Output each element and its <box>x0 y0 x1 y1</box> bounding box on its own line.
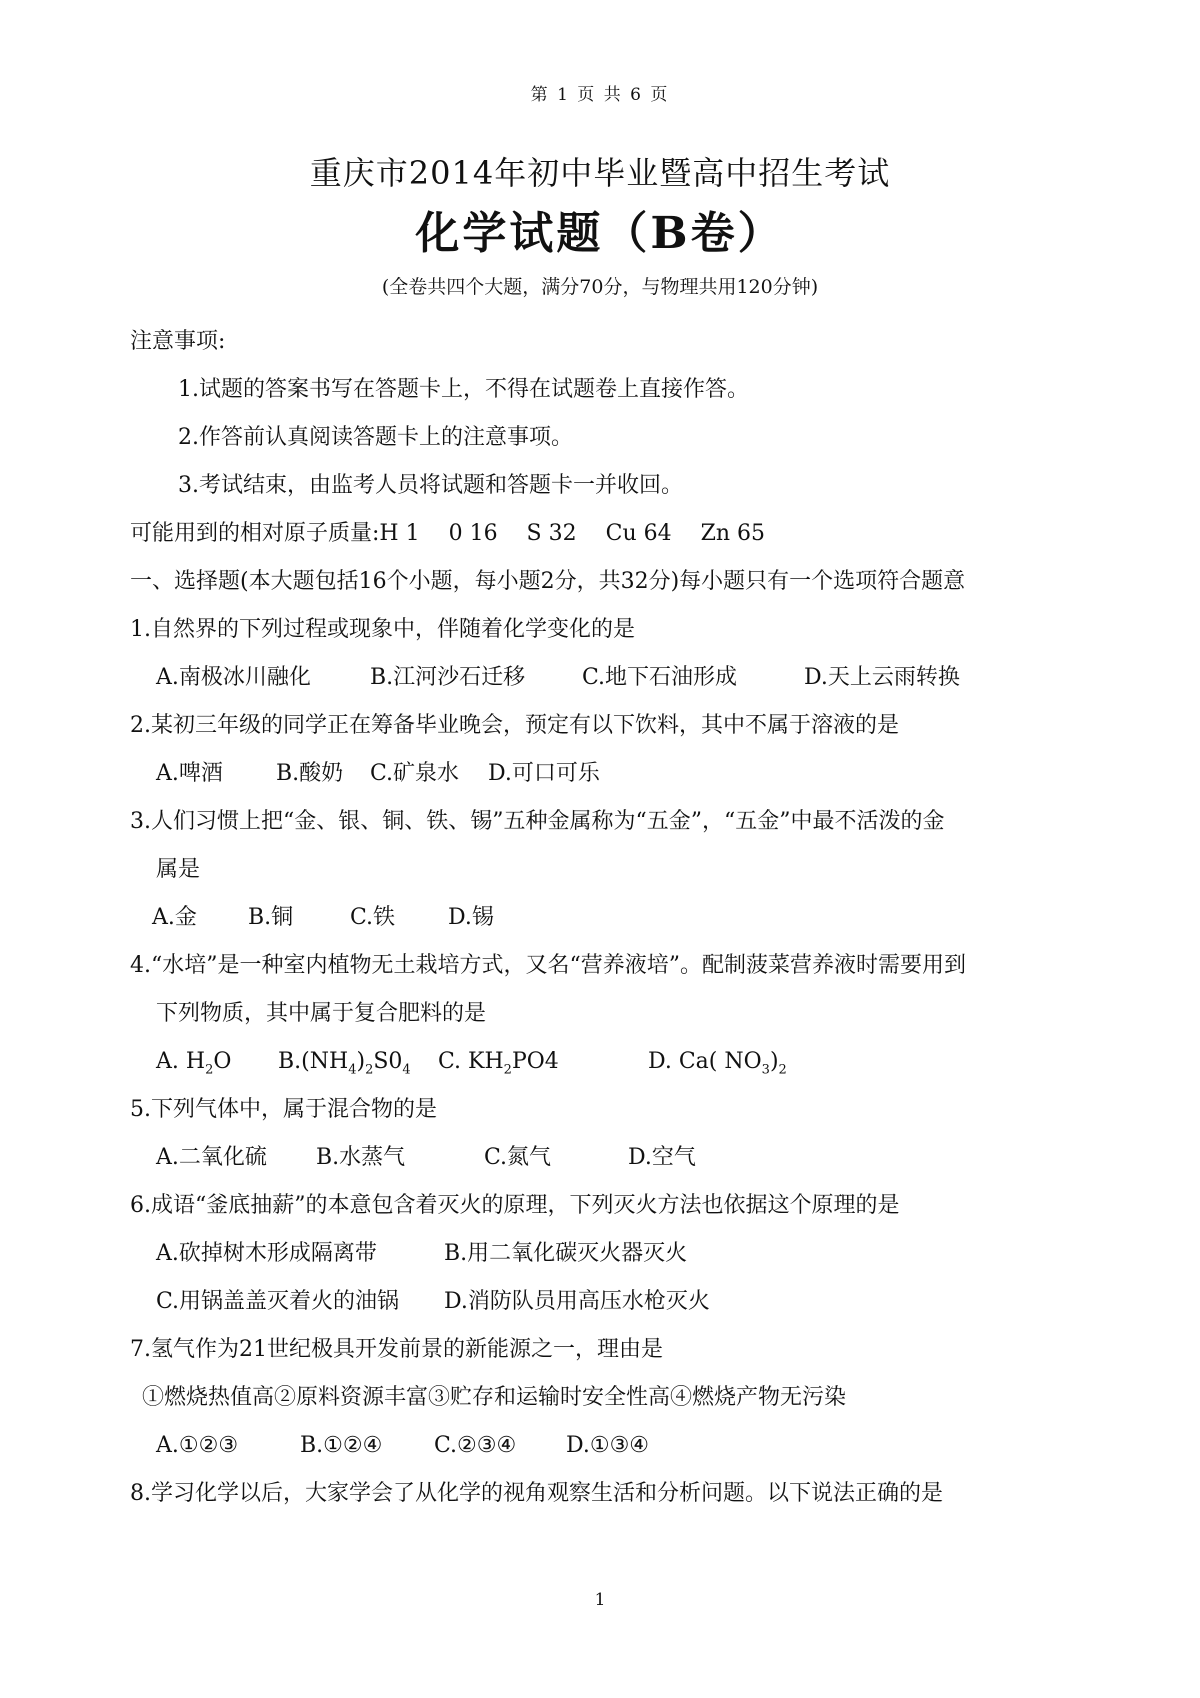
question-2-options <box>130 750 1090 798</box>
option-b: $B.(NH_4)_2S0_4$ <box>278 1049 411 1078</box>
question-4-stem-cont: 下列物质，其中属于复合肥料的是 <box>156 1001 487 1026</box>
option-c: C.铁 <box>350 905 396 930</box>
question-3-stem: 3.人们习惯上把“金、银、铜、铁、锡”五种金属称为“五金”，“五金”中最不活泼的金 <box>130 809 945 834</box>
option-d: D. Ca( $NO_3)_2$ <box>648 1049 787 1078</box>
option-d: D.可口可乐 <box>488 761 600 786</box>
option-b: B.江河沙石迁移 <box>370 665 526 690</box>
option-b: B.①②④ <box>300 1433 383 1458</box>
option-c: C. $KH_2PO4$ <box>438 1049 559 1078</box>
option-d: D.①③④ <box>566 1433 650 1458</box>
question-7-items: ①燃烧热值高②原料资源丰富③贮存和运输时安全性高④燃烧产物无污染 <box>142 1385 847 1410</box>
option-b: B.酸奶 <box>276 761 344 786</box>
option-a: A. $H_2O$ <box>156 1049 232 1078</box>
question-1-options <box>130 654 1090 702</box>
option-c: C.②③④ <box>434 1433 517 1458</box>
exam-body <box>130 318 1090 1518</box>
exam-title: 重庆市2014年初中毕业暨高中招生考试 <box>309 154 891 192</box>
option-a: A.二氧化硫 <box>156 1145 267 1170</box>
option-c: C.氮气 <box>484 1145 552 1170</box>
option-b: B.用二氧化碳灭火器灭火 <box>444 1241 688 1266</box>
question-8-stem: 8.学习化学以后，大家学会了从化学的视角观察生活和分析问题。以下说法正确的是 <box>130 1481 943 1506</box>
question-3-options <box>130 894 1090 942</box>
subject-title: 化学试题（B卷） <box>415 208 785 259</box>
option-d: D.天上云雨转换 <box>804 665 960 690</box>
question-6-options-row2 <box>130 1278 1090 1326</box>
question-5-options <box>130 1134 1090 1182</box>
question-5-stem: 5.下列气体中，属于混合物的是 <box>130 1097 437 1122</box>
question-7-options <box>130 1422 1090 1470</box>
atomic-mass-line: 可能用到的相对原子质量:H 1 0 16 S 32 Cu 64 Zn 65 <box>130 521 766 546</box>
option-d: D.空气 <box>628 1145 696 1170</box>
section-heading: 一、选择题(本大题包括16个小题，每小题2分，共32分)每小题只有一个选项符合题意 <box>130 569 966 594</box>
option-b: B.铜 <box>248 905 294 930</box>
note-item: 2.作答前认真阅读答题卡上的注意事项。 <box>178 425 573 450</box>
question-6-options-row1 <box>130 1230 1090 1278</box>
page-header: 第 1 页 共 6 页 <box>530 85 670 105</box>
option-c: C.矿泉水 <box>370 761 460 786</box>
option-a: A.南极冰川融化 <box>156 665 311 690</box>
option-c: C.用锅盖盖灭着火的油锅 <box>156 1289 400 1314</box>
exam-subtitle: (全卷共四个大题，满分70分，与物理共用120分钟) <box>381 276 819 298</box>
option-d: D.消防队员用高压水枪灭火 <box>444 1289 710 1314</box>
option-a: A.金 <box>152 905 197 930</box>
question-3-stem-cont: 属是 <box>156 857 201 882</box>
note-item: 3.考试结束，由监考人员将试题和答题卡一并收回。 <box>178 473 683 498</box>
option-a: A.砍掉树木形成隔离带 <box>156 1241 377 1266</box>
question-4-stem: 4.“水培”是一种室内植物无土栽培方式，又名“营养液培”。配制菠菜营养液时需要用到 <box>130 953 966 978</box>
question-6-stem: 6.成语“釜底抽薪”的本意包含着灭火的原理，下列灭火方法也依据这个原理的是 <box>130 1193 900 1218</box>
question-1-stem: 1.自然界的下列过程或现象中，伴随着化学变化的是 <box>130 617 635 642</box>
option-a: A.①②③ <box>156 1433 239 1458</box>
question-2-stem: 2.某初三年级的同学正在筹备毕业晚会，预定有以下饮料，其中不属于溶液的是 <box>130 713 899 738</box>
option-a: A.啤酒 <box>156 761 223 786</box>
note-item: 1.试题的答案书写在答题卡上，不得在试题卷上直接作答。 <box>178 377 749 402</box>
option-b: B.水蒸气 <box>316 1145 406 1170</box>
notes-heading: 注意事项: <box>130 329 226 354</box>
question-7-stem: 7.氢气作为21世纪极具开发前景的新能源之一，理由是 <box>130 1337 663 1362</box>
question-4-options <box>130 1038 1090 1086</box>
option-c: C.地下石油形成 <box>582 665 738 690</box>
page-number: 1 <box>594 1590 606 1610</box>
option-d: D.锡 <box>448 905 494 930</box>
